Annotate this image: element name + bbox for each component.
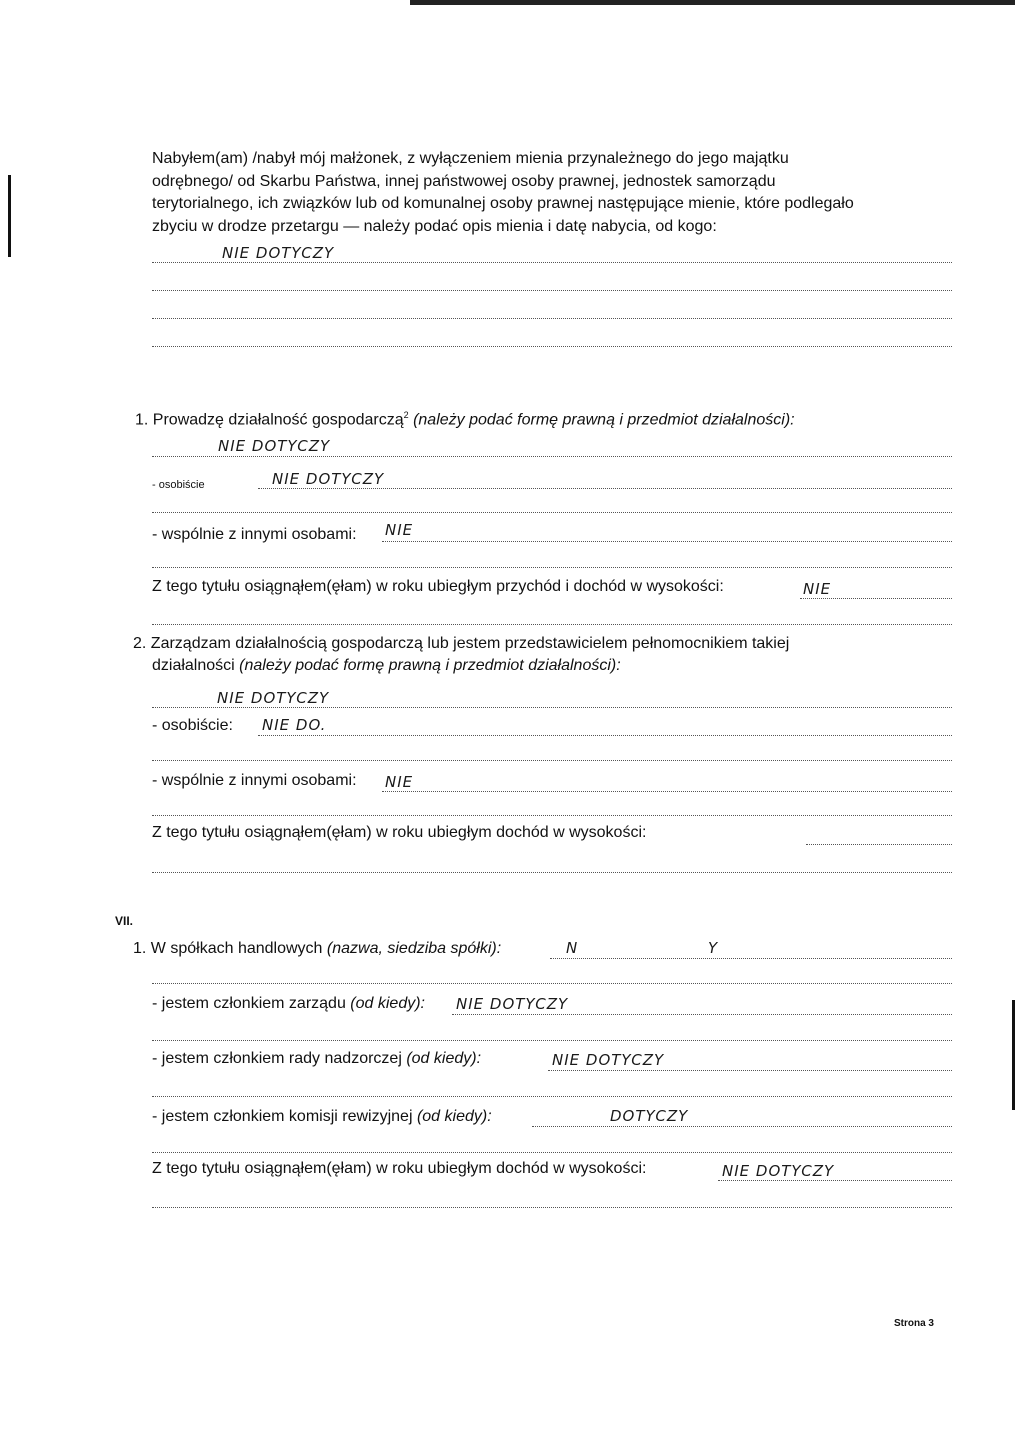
audit-label-text: - jestem członkiem komisji rewizyjnej [152,1108,413,1125]
answer-line[interactable] [152,872,952,873]
section2-income-label: Z tego tytułu osiągnąłem(ęłam) w roku ubiegłym dochód w wysokości: [152,824,647,841]
section2-joint-label: - wspólnie z innymi osobami: [152,772,357,789]
answer-line[interactable] [152,983,952,984]
section2-number: 2. [133,635,147,652]
supervisory-label-note: (od kiedy): [406,1050,482,1067]
section1-answer: NIE DOTYCZY [218,437,331,455]
answer-line[interactable] [550,958,952,959]
board-label-text: - jestem członkiem zarządu [152,995,346,1012]
answer-line[interactable] [800,598,952,599]
section7-note: (nazwa, siedziba spółki): [326,940,502,957]
section2-line2-text: działalności [152,657,235,674]
answer-line[interactable] [452,1014,952,1015]
section7-income-answer: NIE DOTYCZY [722,1162,835,1180]
intro-line: zbyciu w drodze przetargu — należy podać opis mienia i datę nabycia, od kogo: [152,217,717,235]
section7-number: 1. [133,940,147,957]
scan-top-edge [410,0,1015,5]
section1-personal-label: - osobiście [152,479,205,491]
answer-line[interactable] [258,735,952,736]
answer-line[interactable] [382,541,952,542]
intro-answer: NIE DOTYCZY [222,244,335,262]
answer-line[interactable] [152,567,952,568]
audit-label [152,1107,492,1127]
answer-line[interactable] [152,290,952,291]
audit-answer: DOTYCZY [610,1107,689,1125]
section2-note: (należy podać formę prawną i przedmiot działalności): [239,657,621,674]
footnote-marker: 2 [403,410,409,420]
answer-line[interactable] [152,346,952,347]
section1-joint-answer: NIE [385,521,414,539]
intro-paragraph [152,148,952,238]
answer-line[interactable] [152,815,952,816]
section2-title: Zarządzam działalnością gospodarczą lub jestem przedstawicielem pełnomocnikiem takiej [150,635,790,652]
answer-line[interactable] [152,318,952,319]
answer-line[interactable] [382,791,952,792]
audit-label-note: (od kiedy): [416,1108,492,1125]
section1-number: 1. [135,411,149,429]
section2-personal-label: - osobiście: [152,717,233,734]
intro-line: terytorialnego, ich związków lub od komunalnej osoby prawnej następujące mienie, które podlegało [152,195,854,212]
answer-line[interactable] [152,512,952,513]
answer-line[interactable] [152,1152,952,1153]
section2-joint-answer: NIE [385,773,414,791]
answer-line[interactable] [718,1180,952,1181]
section1-joint-label: - wspólnie z innymi osobami: [152,526,357,543]
supervisory-answer: NIE DOTYCZY [552,1051,665,1069]
answer-line[interactable] [806,844,952,845]
section2-line1 [133,634,789,654]
section1-income-answer: NIE [803,580,832,598]
section1-income-label: Z tego tytułu osiągnąłem(ęłam) w roku ubiegłym przychód i dochód w wysokości: [152,578,724,595]
board-label-note: (od kiedy): [350,995,425,1012]
answer-line[interactable] [152,262,952,263]
answer-line[interactable] [152,1040,952,1041]
section1-note: (należy podać formę prawną i przedmiot działalności): [413,411,795,429]
answer-line[interactable] [152,624,952,625]
section7-income-label: Z tego tytułu osiągnąłem(ęłam) w roku ubiegłym dochód w wysokości: [152,1160,647,1177]
board-answer: NIE DOTYCZY [456,995,569,1013]
scan-left-edge [8,175,11,257]
answer-line[interactable] [152,456,952,457]
page-number: Strona 3 [893,1318,934,1329]
answer-line[interactable] [258,488,952,489]
section1-label [135,405,795,430]
answer-line[interactable] [152,760,952,761]
section2-line2 [152,656,621,676]
answer-line[interactable] [152,707,952,708]
answer-line[interactable] [152,1207,952,1208]
scan-right-edge [1012,1000,1015,1110]
answer-line[interactable] [532,1126,952,1127]
answer-line[interactable] [152,1096,952,1097]
intro-line: odrębnego/ od Skarbu Państwa, innej państwowej osoby prawnej, jednostek samorządu [152,172,776,190]
board-label [152,994,425,1014]
supervisory-label [152,1049,481,1069]
section7-roman: VII. [115,914,134,928]
answer-line[interactable] [548,1070,952,1071]
section7-label [133,939,501,959]
section1-personal-answer: NIE DOTYCZY [272,470,385,488]
section2-answer: NIE DOTYCZY [217,689,330,707]
section7-title: W spółkach handlowych [150,940,323,957]
intro-line: Nabyłem(am) /nabył mój małżonek, z wyłączeniem mienia przynależnego do jego majątku [152,150,789,167]
supervisory-label-text: - jestem członkiem rady nadzorczej [152,1050,402,1067]
section7-answer-b: Y [708,939,719,957]
section2-personal-answer: NIE DO. [262,716,327,734]
section1-title: Prowadzę działalność gospodarczą [152,411,404,429]
section7-answer-a: N [566,939,579,957]
